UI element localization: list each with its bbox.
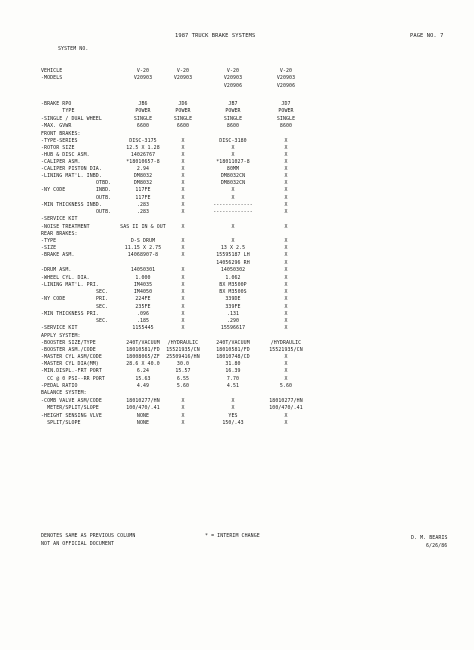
row-label: -ROTOR SIZE	[41, 145, 75, 151]
row-sublabel: SEC.	[96, 318, 109, 324]
table-row	[0, 173, 474, 180]
value-cell-col-3: 150/.43	[222, 420, 244, 426]
value-cell-col-4: V-20	[279, 68, 293, 74]
value-cell-col-4: X	[284, 159, 288, 165]
value-cell-col-1: IM4035	[133, 282, 153, 288]
row-label: -TYPE	[41, 238, 57, 244]
row-label: -HUB & DISC ASM.	[41, 152, 90, 158]
value-cell-col-4: X	[284, 224, 288, 230]
value-cell-col-1: DM8032	[133, 180, 153, 186]
value-cell-col-4: X	[284, 187, 288, 193]
value-cell-col-2: X	[181, 289, 185, 295]
value-cell-col-3: X	[231, 224, 235, 230]
value-cell-col-2: X	[181, 245, 185, 251]
table-row	[0, 398, 474, 405]
value-cell-col-2: X	[181, 224, 185, 230]
footnote-same-as-previous: DENOTES SAME AS PREVIOUS COLUMN	[41, 533, 136, 539]
value-cell-col-1: SAS II IN & OUT	[120, 224, 166, 230]
value-cell-col-2: V20903	[173, 75, 193, 81]
value-cell-col-4: X	[284, 202, 288, 208]
value-cell-col-4: X	[284, 180, 288, 186]
value-cell-col-2: X	[181, 202, 185, 208]
row-label: -WHEEL CYL. DIA.	[41, 275, 90, 281]
value-cell-col-4: V20906	[276, 83, 296, 89]
row-sublabel: SEC.	[96, 289, 109, 295]
value-cell-col-4: X	[284, 275, 288, 281]
value-cell-col-3: DISC-3180	[219, 138, 247, 144]
value-cell-col-1: 235FE	[135, 304, 151, 310]
value-cell-col-4: X	[284, 209, 288, 215]
author-name: D. M. BEARIS	[411, 535, 448, 541]
value-cell-col-2: 5.60	[176, 383, 190, 389]
value-cell-col-3: 16.39	[225, 368, 241, 374]
table-row	[0, 260, 474, 267]
value-cell-col-4: X	[284, 252, 288, 258]
table-row	[0, 289, 474, 296]
value-cell-col-3: X	[231, 238, 235, 244]
table-row	[0, 267, 474, 274]
row-label: -BOOSTER ASM./CODE	[41, 347, 96, 353]
row-label: -BRAKE RPO	[41, 101, 72, 107]
value-cell-col-3: V20903	[223, 75, 243, 81]
row-label: -MASTER CYL ASM/CODE	[41, 354, 102, 360]
value-cell-col-2: 15.57	[175, 368, 191, 374]
value-cell-col-1: *18010657-8	[126, 159, 160, 165]
value-cell-col-3: X	[231, 152, 235, 158]
table-row	[0, 304, 474, 311]
value-cell-col-2: JD6	[178, 101, 188, 107]
value-cell-col-1: 14068907-8	[127, 252, 159, 258]
value-cell-col-4: 18010277/HN	[269, 398, 303, 404]
row-label: -MIN THICKNESS INBD.	[41, 202, 102, 208]
row-label: -MASTER CYL DIA(MM)	[41, 361, 99, 367]
value-cell-col-3: X	[231, 187, 235, 193]
row-label: -SINGLE / DUAL WHEEL	[41, 116, 102, 122]
value-cell-col-3: *18011027-8	[216, 159, 250, 165]
row-label: CC @ 0 PSI--RR PORT	[41, 376, 105, 382]
table-row	[0, 108, 474, 115]
table-row	[0, 83, 474, 90]
row-sublabel: PRI.	[96, 296, 109, 302]
row-label: SPLIT/SLOPE	[41, 420, 81, 426]
table-row	[0, 216, 474, 223]
value-cell-col-3: BX M3500S	[219, 289, 247, 295]
value-cell-col-2: X	[181, 275, 185, 281]
row-label: -SERVICE KIT	[41, 325, 78, 331]
value-cell-col-2: 25509416/HN	[166, 354, 200, 360]
value-cell-col-4: JD7	[281, 101, 291, 107]
value-cell-col-1: 15.63	[135, 376, 151, 382]
value-cell-col-2: 30.0	[176, 361, 190, 367]
value-cell-col-3: 15596617	[220, 325, 246, 331]
table-row	[0, 116, 474, 123]
value-cell-col-3: 80MM	[226, 166, 240, 172]
value-cell-col-2: X	[181, 252, 185, 258]
value-cell-col-3: .131	[226, 311, 240, 317]
table-row	[0, 187, 474, 194]
table-row	[0, 361, 474, 368]
row-label: FRONT BRAKES:	[41, 131, 81, 137]
row-label: -SIZE	[41, 245, 57, 251]
row-label: -NY CODE	[41, 187, 66, 193]
value-cell-col-2: 15521935/CN	[166, 347, 200, 353]
value-cell-col-4: X	[284, 420, 288, 426]
value-cell-col-2: X	[181, 405, 185, 411]
value-cell-col-2: X	[181, 398, 185, 404]
table-row	[0, 347, 474, 354]
value-cell-col-3: 7.70	[226, 376, 240, 382]
value-cell-col-1: 117FE	[135, 195, 151, 201]
value-cell-col-4: X	[284, 296, 288, 302]
document-date: 6/26/86	[426, 543, 448, 549]
table-row	[0, 318, 474, 325]
value-cell-col-4: 5.60	[279, 383, 293, 389]
value-cell-col-3: 18010581/FD	[216, 347, 250, 353]
table-row	[0, 145, 474, 152]
table-row	[0, 101, 474, 108]
row-label: REAR BRAKES:	[41, 231, 78, 237]
value-cell-col-4: X	[284, 152, 288, 158]
value-cell-col-4: 15521935/CN	[269, 347, 303, 353]
row-label: -CALIPER ASM.	[41, 159, 81, 165]
value-cell-col-3: 8600	[226, 123, 240, 129]
table-row	[0, 420, 474, 427]
value-cell-col-4: V20903	[276, 75, 296, 81]
table-row	[0, 209, 474, 216]
value-cell-col-1: D-S DRUM	[130, 238, 156, 244]
value-cell-col-4: X	[284, 361, 288, 367]
row-sublabel: OUTB.	[96, 209, 112, 215]
value-cell-col-1: 240T/VACUUM	[126, 340, 160, 346]
row-label: -LINING MAT'L. INBD.	[41, 173, 102, 179]
value-cell-col-3: 31.80	[225, 361, 241, 367]
row-label: -MIN.DISPL.-FRT PORT	[41, 368, 102, 374]
value-cell-col-2: V-20	[176, 68, 190, 74]
value-cell-col-2: 6600	[176, 123, 190, 129]
row-label: -SERVICE KIT	[41, 216, 78, 222]
value-cell-col-2: X	[181, 152, 185, 158]
value-cell-col-2: X	[181, 282, 185, 288]
value-cell-col-4: X	[284, 311, 288, 317]
value-cell-col-3: -------------	[213, 209, 253, 215]
value-cell-col-3: 1.062	[225, 275, 241, 281]
value-cell-col-1: SINGLE	[133, 116, 153, 122]
value-cell-col-1: 1155445	[132, 325, 154, 331]
row-label: -PEDAL RATIO	[41, 383, 78, 389]
page-number: PAGE NO. 7	[410, 33, 444, 39]
value-cell-col-4: X	[284, 260, 288, 266]
value-cell-col-4: X	[284, 289, 288, 295]
row-label: -BOOSTER SIZE/TYPE	[41, 340, 96, 346]
table-row	[0, 282, 474, 289]
row-label: -BRAKE ASM.	[41, 252, 75, 258]
value-cell-col-3: SINGLE	[223, 116, 243, 122]
footnote-not-official: NOT AN OFFICIAL DOCUMENT	[41, 541, 115, 547]
value-cell-col-2: 6.55	[176, 376, 190, 382]
value-cell-col-4: X	[284, 354, 288, 360]
value-cell-col-2: X	[181, 180, 185, 186]
footnote-interim-change: * = INTERIM CHANGE	[205, 533, 260, 539]
value-cell-col-2: X	[181, 420, 185, 426]
value-cell-col-1: IM4050	[133, 289, 153, 295]
value-cell-col-4: X	[284, 245, 288, 251]
table-row	[0, 413, 474, 420]
row-label: TYPE	[41, 108, 75, 114]
value-cell-col-1: 18010277/HN	[126, 398, 160, 404]
value-cell-col-4: X	[284, 173, 288, 179]
value-cell-col-1: 4.49	[136, 383, 150, 389]
value-cell-col-2: X	[181, 138, 185, 144]
value-cell-col-3: 339FE	[225, 304, 241, 310]
value-cell-col-2: X	[181, 159, 185, 165]
value-cell-col-2: /HYDRAULIC	[167, 340, 199, 346]
value-cell-col-1: 224FE	[135, 296, 151, 302]
value-cell-col-4: X	[284, 413, 288, 419]
value-cell-col-2: POWER	[175, 108, 191, 114]
value-cell-col-3: X	[231, 145, 235, 151]
value-cell-col-2: X	[181, 325, 185, 331]
value-cell-col-3: YES	[228, 413, 238, 419]
value-cell-col-3: V20906	[223, 83, 243, 89]
row-label: -HEIGHT SENSING VLVE	[41, 413, 102, 419]
value-cell-col-2: X	[181, 296, 185, 302]
value-cell-col-1: .096	[136, 311, 150, 317]
value-cell-col-4: 100/470/.41	[269, 405, 303, 411]
value-cell-col-1: POWER	[135, 108, 151, 114]
value-cell-col-2: X	[181, 413, 185, 419]
table-row	[0, 275, 474, 282]
row-sublabel: OUTB.	[96, 195, 112, 201]
value-cell-col-3: POWER	[225, 108, 241, 114]
value-cell-col-1: 18008065/ZF	[126, 354, 160, 360]
value-cell-col-3: X	[231, 405, 235, 411]
value-cell-col-1: DM8032	[133, 173, 153, 179]
value-cell-col-3: DM8032CN	[220, 180, 246, 186]
value-cell-col-1: 14026767	[130, 152, 156, 158]
table-row	[0, 231, 474, 238]
table-row	[0, 245, 474, 252]
value-cell-col-1: 6.24	[136, 368, 150, 374]
value-cell-col-4: /HYDRAULIC	[270, 340, 302, 346]
value-cell-col-4: X	[284, 145, 288, 151]
row-label: METER/SPLIT/SLOPE	[41, 405, 99, 411]
table-row	[0, 166, 474, 173]
table-row	[0, 390, 474, 397]
table-row	[0, 252, 474, 259]
row-label: VEHICLE	[41, 68, 63, 74]
table-row	[0, 131, 474, 138]
value-cell-col-1: 6600	[136, 123, 150, 129]
value-cell-col-2: X	[181, 238, 185, 244]
value-cell-col-2: SINGLE	[173, 116, 193, 122]
row-label: -CALIPER PISTON DIA.	[41, 166, 102, 172]
value-cell-col-3: X	[231, 398, 235, 404]
value-cell-col-1: 11.15 X 2.75	[124, 245, 162, 251]
table-row	[0, 354, 474, 361]
table-row	[0, 75, 474, 82]
table-row	[0, 405, 474, 412]
table-row	[0, 368, 474, 375]
value-cell-col-1: JB6	[138, 101, 148, 107]
row-sublabel: SEC.	[96, 304, 109, 310]
value-cell-col-3: 15595187 LH	[216, 252, 250, 258]
value-cell-col-1: V-20	[136, 68, 150, 74]
document-title: 1987 TRUCK BRAKE SYSTEMS	[175, 33, 256, 39]
value-cell-col-3: DM8032CN	[220, 173, 246, 179]
value-cell-col-3: BX M3500P	[219, 282, 247, 288]
value-cell-col-1: 28.6 X 40.0	[126, 361, 160, 367]
table-row	[0, 123, 474, 130]
value-cell-col-2: X	[181, 166, 185, 172]
table-row	[0, 376, 474, 383]
row-label: -TYPE-SERIES	[41, 138, 78, 144]
value-cell-col-1: 14050301	[130, 267, 156, 273]
table-row	[0, 383, 474, 390]
system-number-label: SYSTEM NO.	[58, 46, 89, 52]
value-cell-col-4: POWER	[278, 108, 294, 114]
row-label: APPLY SYSTEM:	[41, 333, 81, 339]
value-cell-col-4: X	[284, 318, 288, 324]
value-cell-col-2: X	[181, 187, 185, 193]
row-label: -MIN THICKNESS PRI.	[41, 311, 99, 317]
value-cell-col-1: .283	[136, 202, 150, 208]
row-label: -NOISE TREATMENT	[41, 224, 90, 230]
value-cell-col-4: X	[284, 195, 288, 201]
value-cell-col-4: 8600	[279, 123, 293, 129]
value-cell-col-3: JB7	[228, 101, 238, 107]
value-cell-col-4: X	[284, 368, 288, 374]
value-cell-col-2: X	[181, 173, 185, 179]
table-row	[0, 195, 474, 202]
value-cell-col-2: X	[181, 318, 185, 324]
value-cell-col-3: 18010748/CD	[216, 354, 250, 360]
value-cell-col-1: 12.5 X 1.28	[126, 145, 160, 151]
value-cell-col-3: 240T/VACUUM	[216, 340, 250, 346]
value-cell-col-3: X	[231, 195, 235, 201]
table-row	[0, 296, 474, 303]
value-cell-col-1: .283	[136, 209, 150, 215]
row-label: -COMB VALVE ASM/CODE	[41, 398, 102, 404]
row-label: -LINING MAT'L. PRI.	[41, 282, 99, 288]
row-label: BALANCE SYSTEM:	[41, 390, 87, 396]
value-cell-col-1: DISC-3175	[129, 138, 157, 144]
table-row	[0, 202, 474, 209]
value-cell-col-4: X	[284, 376, 288, 382]
table-row	[0, 311, 474, 318]
table-row	[0, 333, 474, 340]
row-sublabel: OTBD.	[96, 180, 112, 186]
value-cell-col-3: .290	[226, 318, 240, 324]
value-cell-col-3: 14050302	[220, 267, 246, 273]
value-cell-col-2: X	[181, 311, 185, 317]
table-row	[0, 224, 474, 231]
value-cell-col-2: X	[181, 145, 185, 151]
value-cell-col-4: X	[284, 304, 288, 310]
row-sublabel: INBD.	[96, 187, 112, 193]
value-cell-col-3: 14056296 RH	[216, 260, 250, 266]
table-row	[0, 180, 474, 187]
value-cell-col-1: V20903	[133, 75, 153, 81]
value-cell-col-1: NONE	[136, 413, 150, 419]
value-cell-col-4: X	[284, 138, 288, 144]
value-cell-col-1: 18010581/FD	[126, 347, 160, 353]
value-cell-col-3: 339DE	[225, 296, 241, 302]
table-row	[0, 325, 474, 332]
row-label: -NY CODE	[41, 296, 66, 302]
table-row	[0, 340, 474, 347]
table-row	[0, 238, 474, 245]
value-cell-col-4: X	[284, 166, 288, 172]
table-row	[0, 138, 474, 145]
value-cell-col-1: NONE	[136, 420, 150, 426]
value-cell-col-1: 2.94	[136, 166, 150, 172]
row-label: -MODELS	[41, 75, 63, 81]
value-cell-col-2: X	[181, 195, 185, 201]
value-cell-col-3: 13 X 2.5	[220, 245, 246, 251]
value-cell-col-1: 117FE	[135, 187, 151, 193]
value-cell-col-3: 4.51	[226, 383, 240, 389]
value-cell-col-2: X	[181, 304, 185, 310]
value-cell-col-4: SINGLE	[276, 116, 296, 122]
table-row	[0, 152, 474, 159]
value-cell-col-1: 100/470/.41	[126, 405, 160, 411]
value-cell-col-4: X	[284, 282, 288, 288]
value-cell-col-4: X	[284, 267, 288, 273]
row-label: -MAX. GVWR	[41, 123, 72, 129]
value-cell-col-3: -------------	[213, 202, 253, 208]
value-cell-col-2: X	[181, 209, 185, 215]
value-cell-col-2: X	[181, 267, 185, 273]
value-cell-col-3: V-20	[226, 68, 240, 74]
value-cell-col-4: X	[284, 325, 288, 331]
value-cell-col-1: 1.000	[135, 275, 151, 281]
table-row	[0, 159, 474, 166]
table-row	[0, 68, 474, 75]
row-label: -DRUM ASM.	[41, 267, 72, 273]
value-cell-col-4: X	[284, 238, 288, 244]
value-cell-col-1: .185	[136, 318, 150, 324]
